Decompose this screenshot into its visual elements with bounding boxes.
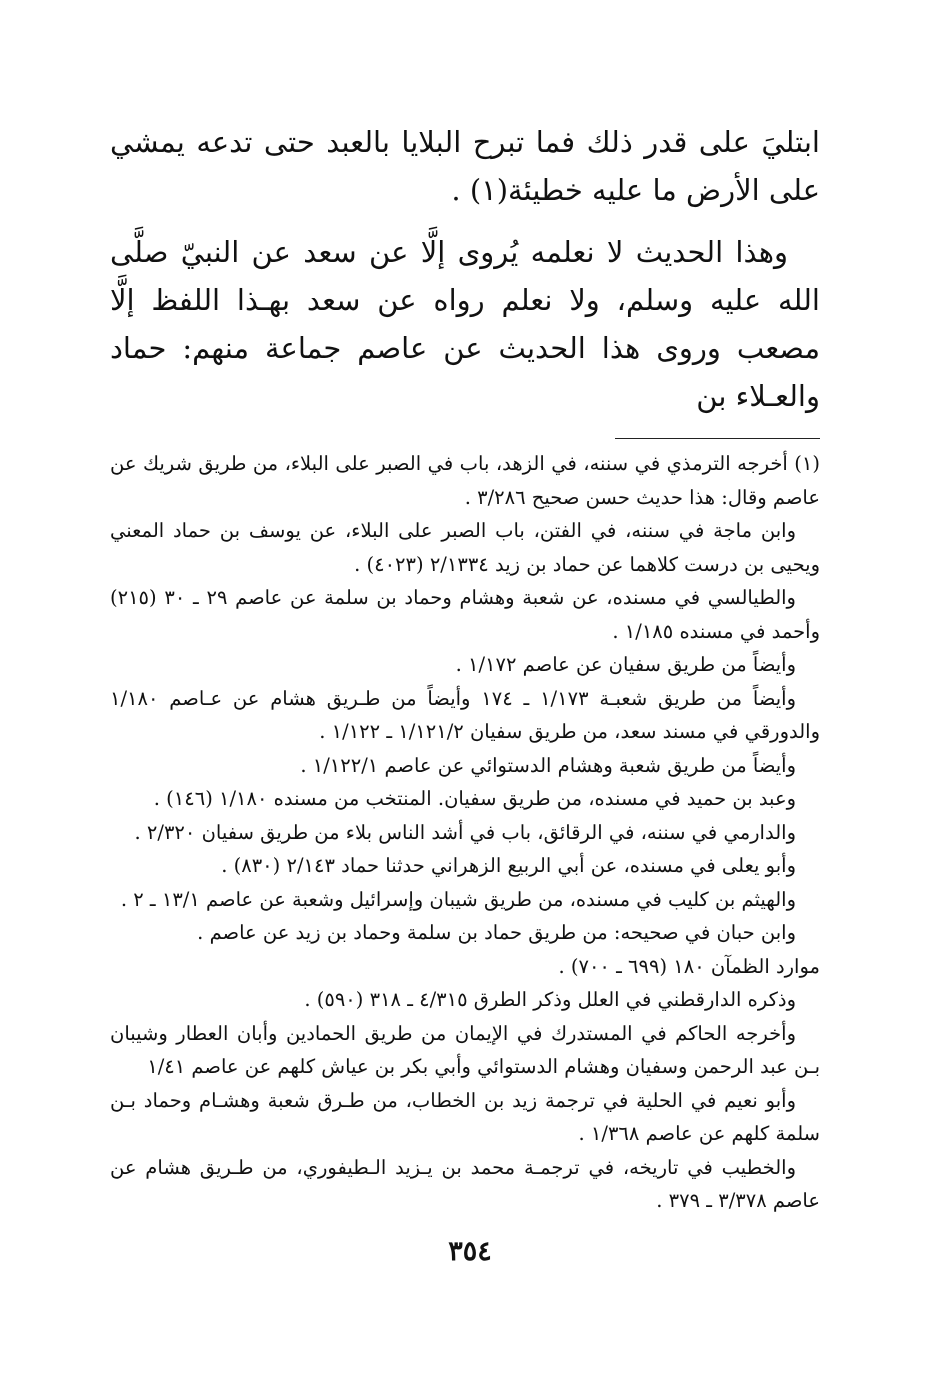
footnote-entry: وابن حبان في صحيحه: من طريق حماد بن سلمة وحماد بن زيد عن عاصم . [197,921,796,944]
footnote-entry: (١) أخرجه الترمذي في سننه، في الزهد، باب في الصبر على البلاء، من طريق شريك عن عاصم وقال: هذا حديث حسن صحيح ٣/٢٨٦ . [110,452,820,509]
footnote-entry: والخطيب في تاريخه، في ترجمـة محمد بن يـزيد الـطيفوري، من طـريق هشام عن عاصم ٣/٣٧٨ ـ ٣٧٩ . [110,1155,820,1212]
footnote-entry: وذكره الدارقطني في العلل وذكر الطرق ٤/٣١٥ ـ ٣١٨ (٥٩٠) . [304,988,796,1011]
page-body [110,118,820,1218]
footnote-entry: وأبو نعيم في الحلية في ترجمة زيد بن الخطاب، من طـرق شعبة وهشـام وحماد بـن سلمة كلهم عن عاصم ١/٣٦٨ . [110,1088,820,1145]
footnote-entry: وأبو يعلى في مسنده، عن أبي الربيع الزهراني حدثنا حماد ٢/١٤٣ (٨٣٠) . [221,854,796,877]
footnote-entry: موارد الظمآن ١٨٠ (٦٩٩ ـ ٧٠٠) . [558,954,820,978]
footnote-entry: وعبد بن حميد في مسنده، من طريق سفيان. المنتخب من مسنده ١/١٨٠ (١٤٦) . [153,787,796,810]
footnote-entry: والهيثم بن كليب في مسنده، من طريق شيبان وإسرائيل وشعبة عن عاصم ١٣/١ ـ ٢ . [120,887,796,911]
main-paragraph: ابتليَ على قدر ذلك فما تبرح البلايا بالعبد حتى تدعه يمشي على الأرض ما عليه خطيئة(١) . [110,125,820,207]
footnote-entry: وأخرجه الحاكم في المستدرك في الإيمان من طريق الحمادين وأبان العطار وشيبان بـن عبد الرحمن وسفيان وهشام الدستوائي وأبي بكر بن عياش كلهم عن عاصم ١/٤١ [110,1021,820,1078]
footnote-entry: وابن ماجة في سننه، في الفتن، باب الصبر على البلاء، عن يوسف بن حماد المعني ويحيى بن درست كلاهما عن حماد بن زيد ٢/١٣٣٤ (٤٠٢٣) . [110,519,820,576]
main-text [110,118,820,420]
main-paragraph: وهذا الحديث لا نعلمه يُروى إلَّا عن سعد عن النبيّ صلَّى الله عليه وسلم، ولا نعلم رواه عن سعد بهـذا اللفظ إلَّا مصعب وروى هذا الحديث عن عاصم جماعة منهم: حماد والعـلاء بن [110,235,820,413]
footnote-entry: وأيضاً من طريق شعبة وهشام الدستوائي عن عاصم ١/١٢٢/١ . [300,753,796,777]
footnote-entry: وأيضاً من طريق سفيان عن عاصم ١/١٧٢ . [455,653,796,676]
page-number: ٣٥٤ [448,1236,492,1267]
footnote-entry: وأيضاً من طريق شعبـة ١/١٧٣ ـ ١٧٤ وأيضاً من طـريق هشام عن عـاصم ١/١٨٠ والدورقي في مسند سعد، من طريق سفيان ١/١٢١/٢ ـ ١/١٢٢ . [110,686,820,743]
footnotes [110,447,820,1218]
footnote-entry: والطيالسي في مسنده، عن شعبة وهشام وحماد بن سلمة عن عاصم ٢٩ ـ ٣٠ (٢١٥) وأحمد في مسنده ١/١٨٥ . [110,586,820,643]
footnote-entry: والدارمي في سننه، في الرقائق، باب في أشد الناس بلاء من طريق سفيان ٢/٣٢٠ . [134,820,796,844]
footnote-separator [615,438,820,439]
